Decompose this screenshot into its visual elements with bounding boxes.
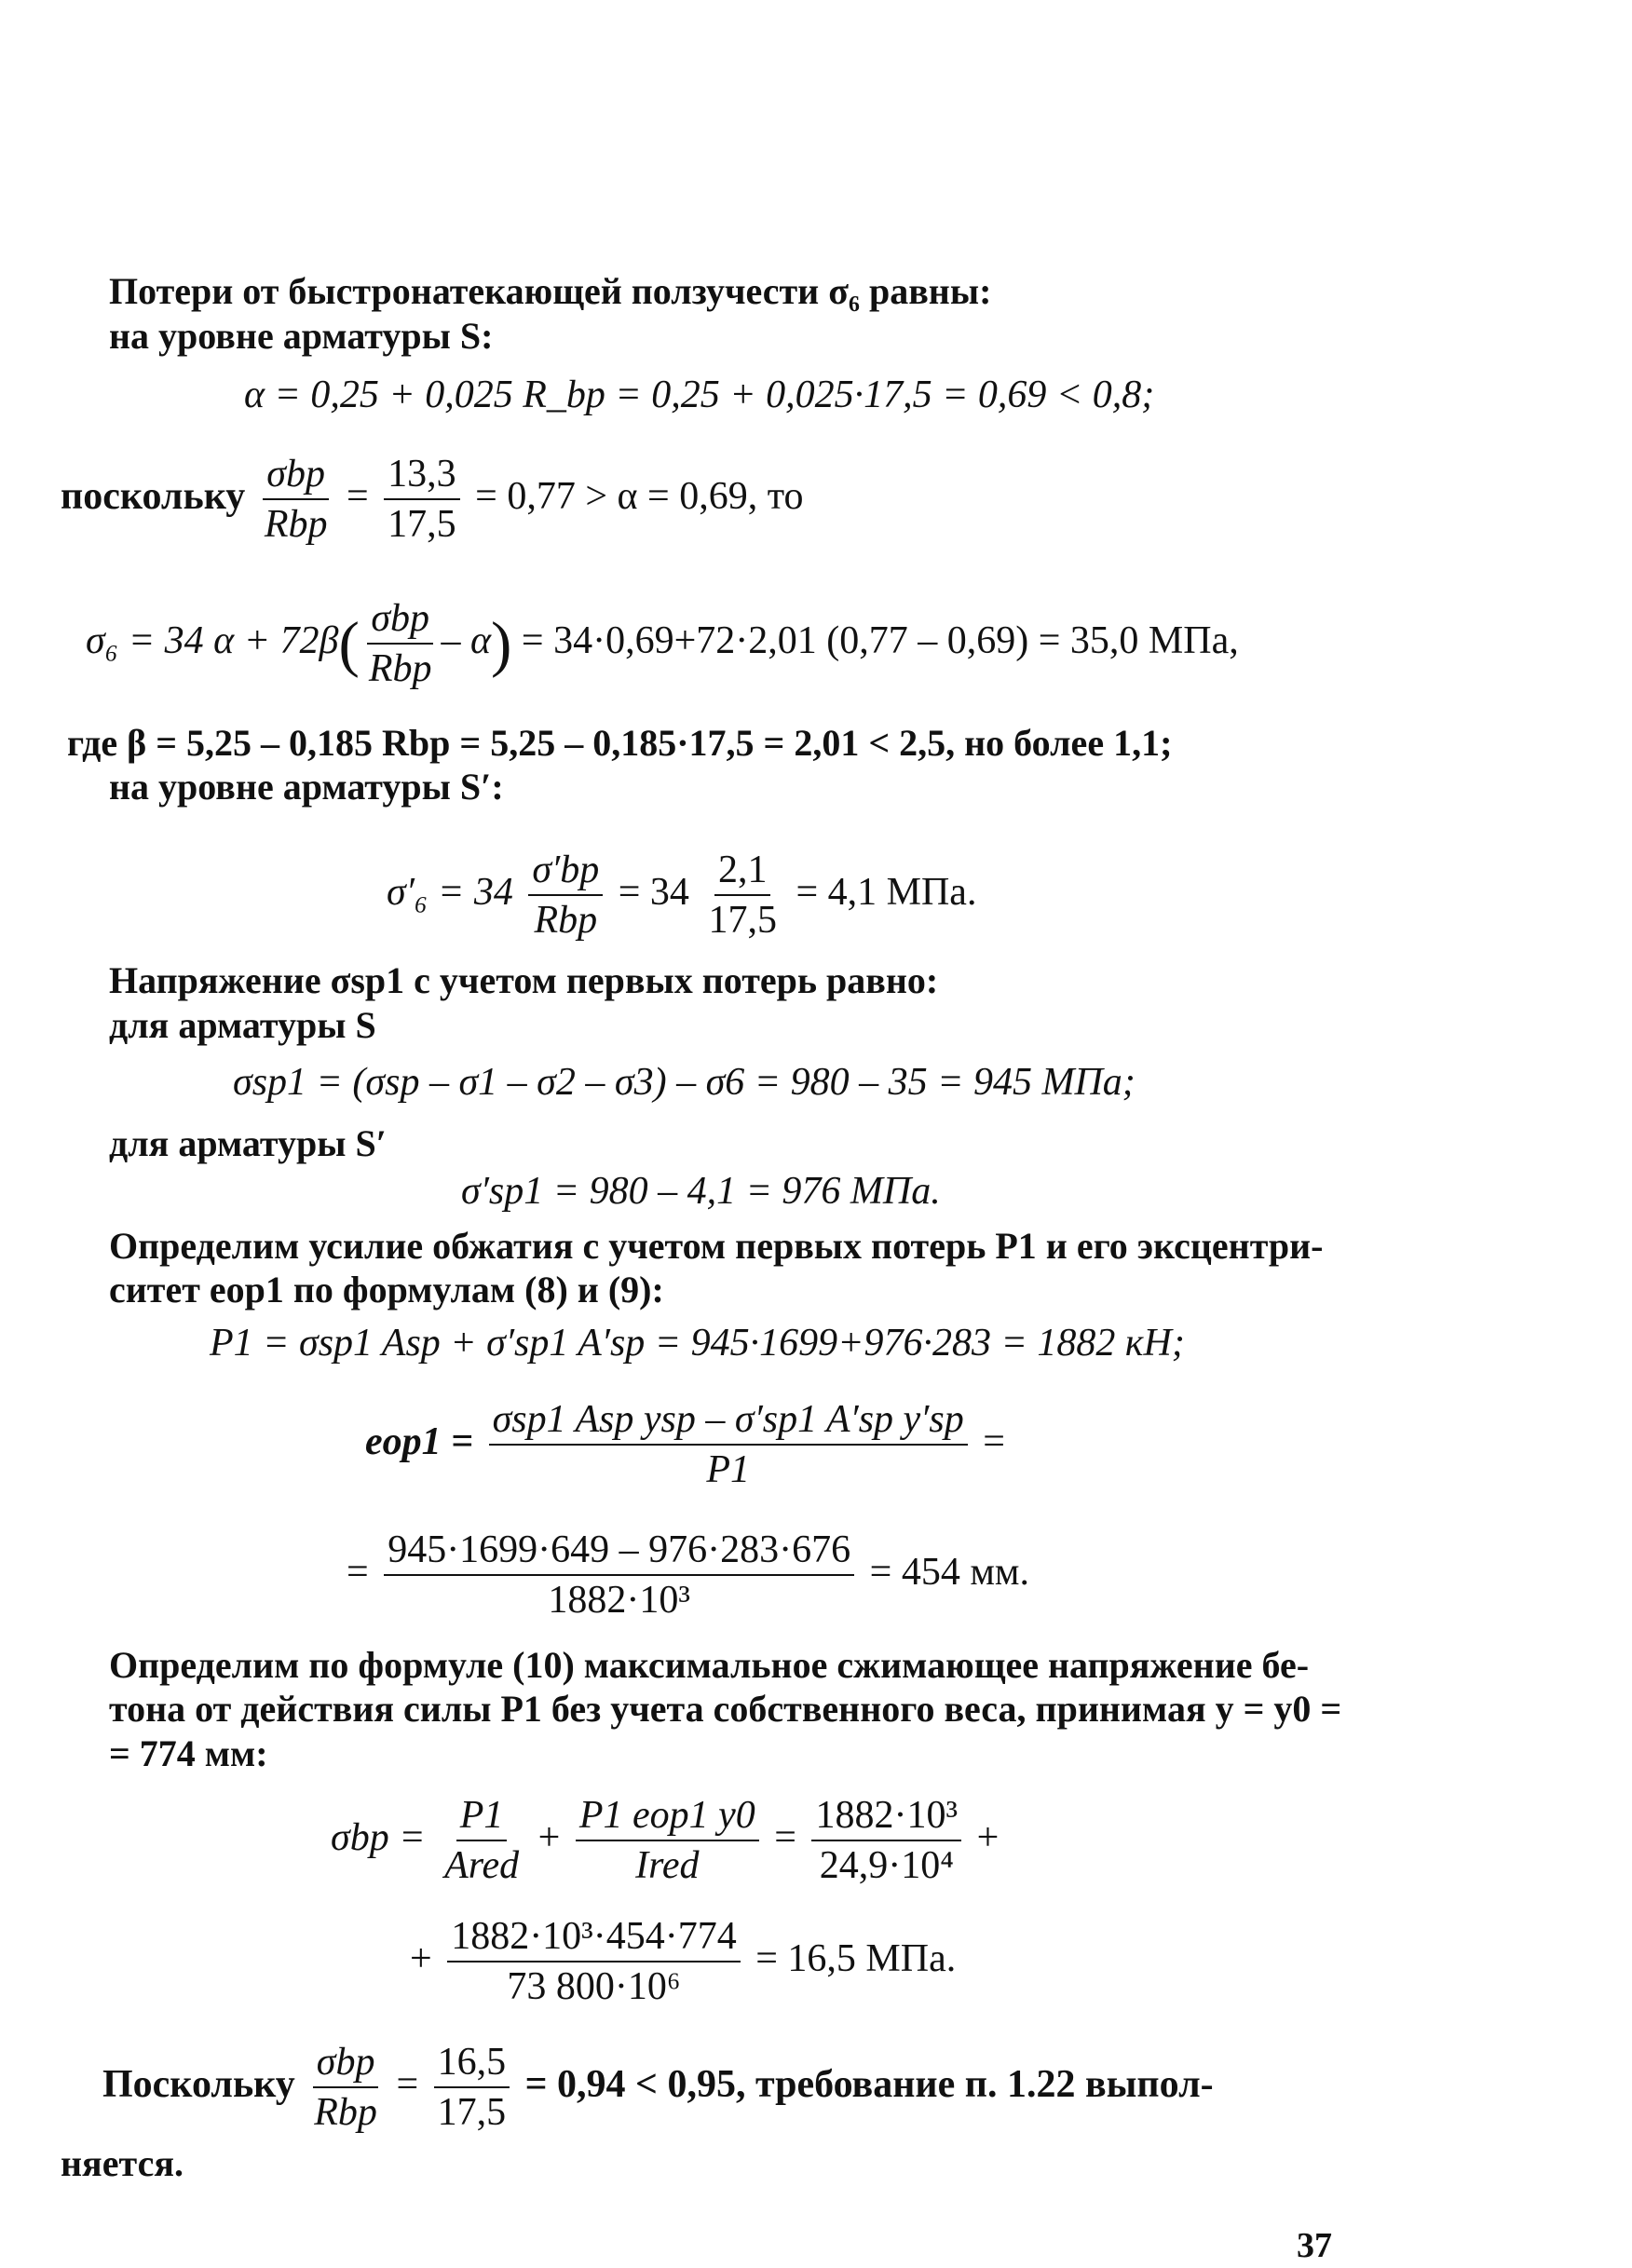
numerator: 1882·10³ [811,1793,961,1841]
lhs: σ′₆ = 34 [387,870,513,914]
text-concrete-force: тона от действия силы P1 без учета собственного веса, принимая y = y0 = [109,1688,1342,1730]
equation-sigma6-prime [387,848,976,944]
lhs: σ₆ = 34 α + 72β [86,618,339,662]
equals-sign: = [346,474,369,518]
equation-sigma-bp [331,1793,999,1889]
result-text: = 0,94 < 0,95, требование п. 1.22 выпол- [524,2062,1214,2106]
inner: – α [441,618,492,662]
text-stress: Напряжение σsp1 с учетом первых потерь равно: [109,959,939,1001]
fraction-13-17 [384,452,460,548]
numerator: σsp1 Asp ysp – σ′sp1 A′sp y′sp [489,1397,968,1446]
text-losses-creep: Потери от быстронатекающей ползучести σ₆ равны: [109,270,992,312]
numerator: 1882·10³·454·774 [447,1914,741,1962]
mid: = 34 [618,870,689,914]
denominator: 1882·10³ [548,1579,690,1623]
denominator: 24,9·10⁴ [819,1844,954,1888]
numerator: 945·1699·649 – 976·283·676 [384,1528,854,1576]
denominator: Rbp [264,503,328,547]
rhs: = [983,1419,1005,1463]
page-number: 37 [1297,2226,1332,2265]
denominator: 17,5 [388,503,456,547]
equation-p1: P1 = σsp1 Asp + σ′sp1 A′sp = 945·1699+976·283 = 1882 кН; [210,1322,1185,1365]
numerator: σbp [313,2040,379,2088]
equation-eop1-value [347,1528,1029,1623]
fraction-sigma-bp-rbp [261,452,332,548]
text-level-s: на уровне арматуры S: [109,315,494,357]
numerator: σ′bp [528,848,603,896]
plus: + [537,1815,561,1859]
denominator: P1 [706,1448,750,1492]
plus: + [976,1815,1000,1859]
rhs: = 16,5 МПа. [755,1936,957,1980]
denominator: 73 800·10⁶ [507,1965,681,2009]
fraction-16-17 [434,2040,510,2136]
denominator: Ared [444,1844,520,1888]
lhs: + [410,1936,432,1980]
equals-sign: = [396,2062,419,2106]
equation-alpha: α = 0,25 + 0,025 R_bp = 0,25 + 0,025·17,5 = 0,69 < 0,8; [244,373,1155,416]
lhs: σbp = [331,1815,426,1859]
fraction-numeric-2 [447,1914,741,2010]
lhs: eop1 = [365,1419,474,1463]
numerator: 16,5 [434,2040,510,2088]
fraction-eop1 [489,1397,968,1493]
rhs: = 4,1 МПа. [796,870,977,914]
fraction-eop1-numeric [384,1528,854,1623]
text-for-s: для арматуры S [109,1004,376,1046]
lhs: = [347,1550,369,1594]
result-text: = 0,77 > α = 0,69, то [475,474,804,518]
numerator: P1 eop1 y0 [576,1793,759,1841]
numerator: σbp [367,596,433,645]
equation-sigma6 [86,596,1239,692]
denominator: Ired [635,1844,700,1888]
rhs: = 34·0,69+72·2,01 (0,77 – 0,69) = 35,0 МПа, [521,618,1239,662]
text-774: = 774 мм: [109,1732,268,1774]
numerator: P1 [456,1793,508,1841]
text-fulfilled: няется. [61,2142,184,2184]
right-paren: ) [491,608,512,679]
denominator: 17,5 [708,899,777,943]
fraction-p1-e-y0 [576,1793,759,1889]
text-for-s-prime: для арматуры S′ [109,1122,387,1164]
text-determine-force: Определим усилие обжатия с учетом первых потерь P1 и его эксцентри- [109,1225,1324,1267]
equation-sigma-sp1-prime: σ′sp1 = 980 – 4,1 = 976 МПа. [461,1170,941,1213]
equation-sigma-bp-cont [410,1914,956,2010]
denominator: Rbp [534,899,598,943]
fraction-2-1 [704,848,781,944]
fraction-p1-ared [441,1793,523,1889]
equation-eop1 [365,1397,1005,1493]
equals-sign: = [774,1815,796,1859]
text-eccentricity: ситет eop1 по формулам (8) и (9): [109,1269,664,1311]
text-max-stress: Определим по формуле (10) максимальное сжимающее напряжение бе- [109,1644,1310,1686]
numerator: 2,1 [714,848,771,896]
word-poskolku: Поскольку [102,2062,295,2106]
left-paren: ( [338,608,360,679]
rhs: = 454 мм. [869,1550,1029,1594]
fraction-sigma-prime [528,848,603,944]
equation-ratio [61,452,804,548]
denominator: 17,5 [437,2091,507,2135]
numerator: σbp [263,452,329,500]
fraction-numeric-1 [811,1793,961,1889]
fraction-sigma-bp-rbp [310,2040,381,2136]
denominator: Rbp [368,647,432,691]
denominator: Rbp [314,2091,377,2135]
word-poskolku: поскольку [61,474,246,518]
text-level-s-prime: на уровне арматуры S′: [109,766,504,808]
equation-sigma-sp1: σsp1 = (σsp – σ1 – σ2 – σ3) – σ6 = 980 – 35 = 945 МПа; [233,1061,1136,1104]
fraction [365,596,436,692]
equation-check [102,2040,1214,2136]
text-beta: где β = 5,25 – 0,185 Rbp = 5,25 – 0,185·17,5 = 2,01 < 2,5, но более 1,1; [67,722,1173,764]
numerator: 13,3 [384,452,460,500]
